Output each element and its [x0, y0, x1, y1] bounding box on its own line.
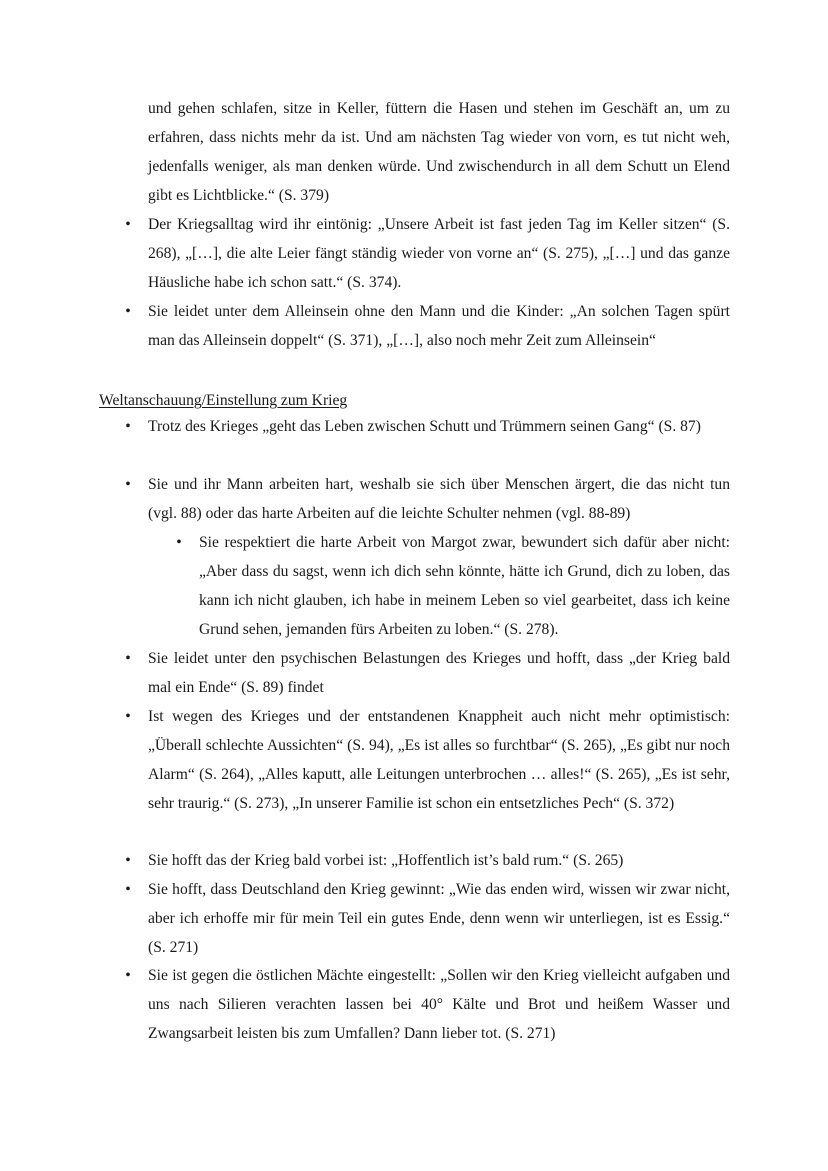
continuation-paragraph: und gehen schlafen, sitze in Keller, füttern die Hasen und stehen im Geschäft an, um zu erfahren, dass nichts mehr da ist. Und am nächsten Tag wieder von vorn, es tut nicht weh, jedenfalls weniger, als man denken würde. Und zwischendurch in all dem Schutt un Elend gibt es Lichtblicke.“ (S. 379) [148, 100, 730, 204]
list-item [125, 470, 730, 528]
bullet-icon: • [125, 476, 131, 493]
list-item-text: Trotz des Krieges „geht das Leben zwischen Schutt und Trümmern seinen Gang“ (S. 87) [148, 418, 701, 435]
list-item-text: Sie leidet unter dem Alleinsein ohne den Mann und die Kinder: „An solchen Tagen spürt man das Alleinsein doppelt“ (S. 371), „[…], also noch mehr Zeit zum Alleinsein“ [148, 303, 730, 349]
list-item-text: Sie ist gegen die östlichen Mächte eingestellt: „Sollen wir den Krieg vielleicht aufgaben und uns nach Silieren verachten lassen bei 40° Kälte und Brot und heißem Wasser und Zwangsarbeit leisten bis zum Umfallen? Dann lieber tot. (S. 271) [148, 967, 730, 1042]
list-item-text: Ist wegen des Krieges und der entstandenen Knappheit auch nicht mehr optimistisch: „Überall schlechte Aussichten“ (S. 94), „Es ist alles so furchtbar“ (S. 265), „Es gibt nur noch Alarm“ (S. 264), „Alles kaputt, alle Leitungen unterbrochen … alles!“ (S. 265), „Es ist sehr, sehr traurig.“ (S. 273), „In unserer Familie ist schon ein entsetzliches Pech“ (S. 372) [148, 708, 730, 812]
list-item [125, 210, 730, 297]
bullet-icon: • [125, 650, 131, 667]
section-heading: Weltanschauung/Einstellung zum Krieg [99, 392, 348, 409]
bullet-icon: • [125, 303, 131, 320]
list-item [125, 297, 730, 355]
bullet-icon: • [125, 852, 131, 869]
sub-list-item [176, 528, 730, 644]
list-item [125, 644, 730, 702]
list-item-text: Sie leidet unter den psychischen Belastungen des Krieges und hofft, dass „der Krieg bald mal ein Ende“ (S. 89) findet [148, 650, 730, 696]
list-item-text: Sie hofft das der Krieg bald vorbei ist: „Hoffentlich ist’s bald rum.“ (S. 265) [148, 852, 624, 869]
list-item-text: Der Kriegsalltag wird ihr eintönig: „Unsere Arbeit ist fast jeden Tag im Keller sitzen“ (S. 268), „[…], die alte Leier fängt ständig wieder von vorne an“ (S. 275), „[…] und das ganze Häusliche habe ich schon satt.“ (S. 374). [148, 216, 730, 291]
list-item-text: Sie und ihr Mann arbeiten hart, weshalb sie sich über Menschen ärgert, die das nicht tun (vgl. 88) oder das harte Arbeiten auf die leichte Schulter nehmen (vgl. 88-89) [148, 476, 730, 522]
list-item [125, 412, 730, 441]
list-item-text: Sie respektiert die harte Arbeit von Margot zwar, bewundert sich dafür aber nicht: „Aber dass du sagst, wenn ich dich sehn könnte, hätte ich Grund, dich zu loben, das kann ich nicht glauben, ich habe in meinem Leben so viel gearbeitet, dass ich keine Grund sehen, jemanden fürs Arbeiten zu loben.“ (S. 278). [199, 534, 730, 638]
bullet-icon: • [125, 708, 131, 725]
list-item [125, 875, 730, 962]
list-item [125, 846, 730, 875]
bullet-icon: • [125, 418, 131, 435]
bullet-icon: • [125, 881, 131, 898]
bullet-icon: • [125, 967, 131, 984]
bullet-icon: • [176, 534, 182, 551]
list-item-text: Sie hofft, dass Deutschland den Krieg gewinnt: „Wie das enden wird, wissen wir zwar nicht, aber ich erhoffe mir für mein Teil ein gutes Ende, denn wenn wir unterliegen, ist es Essig.“ (S. 271) [148, 881, 730, 956]
list-item [125, 961, 730, 1048]
bullet-icon: • [125, 216, 131, 233]
list-item [125, 702, 730, 818]
